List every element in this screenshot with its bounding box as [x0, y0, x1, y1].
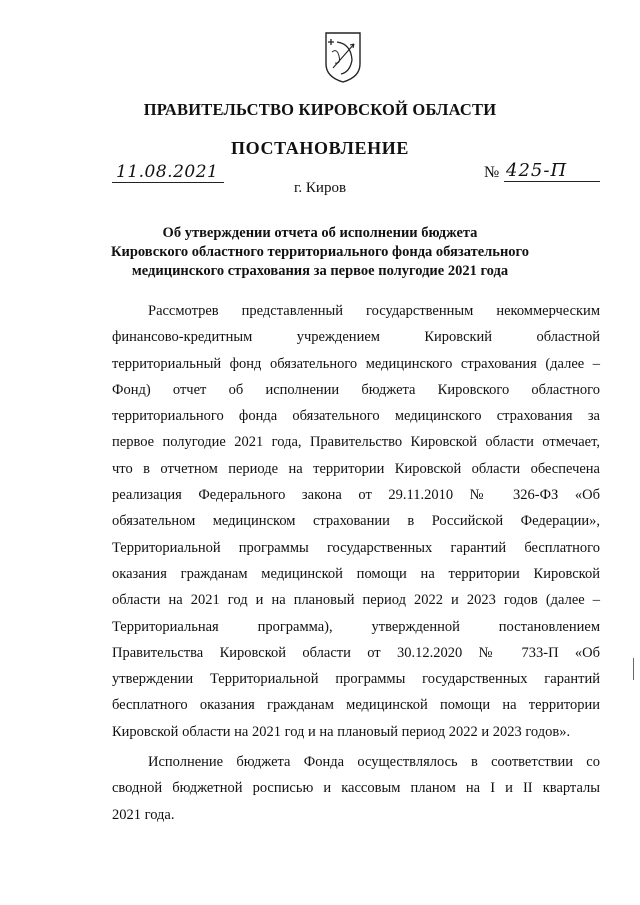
body-line: Правительства Кировской области от 30.12.2020 № 733-П «Об: [112, 644, 600, 661]
body-line: первое полугодие 2021 года, Правительство Кировской области отмечает,: [112, 434, 600, 451]
body-line: утверждении Территориальной программы государственных гарантий: [112, 671, 600, 688]
paragraph-2: [112, 749, 600, 828]
subject-line: Об утверждении отчета об исполнении бюджета: [162, 225, 478, 241]
coat-of-arms-emblem: [323, 30, 363, 84]
document-subject: [80, 224, 560, 281]
body-line: Кировской области на 2021 год и на плановый период 2022 и 2023 годов».: [112, 723, 571, 740]
number-label: №: [484, 164, 500, 181]
body-line: оказания гражданам медицинской помощи на территории Кировской: [112, 565, 600, 582]
body-line: Территориальная программа), утвержденной постановлением: [112, 618, 600, 635]
body-line: Рассмотрев представленный государственным некоммерческим: [148, 303, 600, 319]
paragraph-1: [112, 298, 600, 745]
body-line: Исполнение бюджета Фонда осуществлялось в соответствии со: [148, 754, 600, 771]
scan-edge-mark: [633, 658, 634, 680]
city: г. Киров: [293, 180, 347, 196]
document-type: ПОСТАНОВЛЕНИЕ: [231, 138, 409, 158]
body-line: 2021 года.: [112, 806, 175, 823]
body-line: финансово-кредитным учреждением Кировский областной: [112, 329, 600, 346]
body-line: обязательном медицинском страховании в Российской Федерации»,: [112, 513, 600, 530]
body-line: бесплатного оказания гражданам медицинской помощи на территории: [112, 697, 600, 714]
body-line: реализация Федерального закона от 29.11.2010 № 326-ФЗ «Об: [112, 487, 600, 504]
body-line: территориальный фонд обязательного медицинского страхования (далее –: [112, 355, 600, 372]
document-number: 425-П: [504, 160, 600, 182]
government-name: ПРАВИТЕЛЬСТВО КИРОВСКОЙ ОБЛАСТИ: [143, 100, 497, 119]
body-line: территориального фонда обязательного медицинского страхования за: [112, 408, 600, 425]
body-line: области на 2021 год и на плановый период 2022 и 2023 годов (далее –: [112, 592, 600, 609]
document-date: 11.08.2021: [112, 162, 224, 183]
body-line: что в отчетном периоде на территории Кировской области обеспечена: [112, 460, 600, 477]
subject-line: Кировского областного территориального фонда обязательного: [110, 244, 530, 260]
body-line: сводной бюджетной росписью и кассовым планом на I и II кварталы: [112, 780, 600, 797]
body-line: Фонд) отчет об исполнении бюджета Кировского областного: [112, 381, 600, 398]
subject-line: медицинского страхования за первое полугодие 2021 года: [131, 263, 509, 279]
body-line: Территориальной программы государственных гарантий бесплатного: [112, 539, 600, 556]
document-body: [112, 298, 600, 828]
